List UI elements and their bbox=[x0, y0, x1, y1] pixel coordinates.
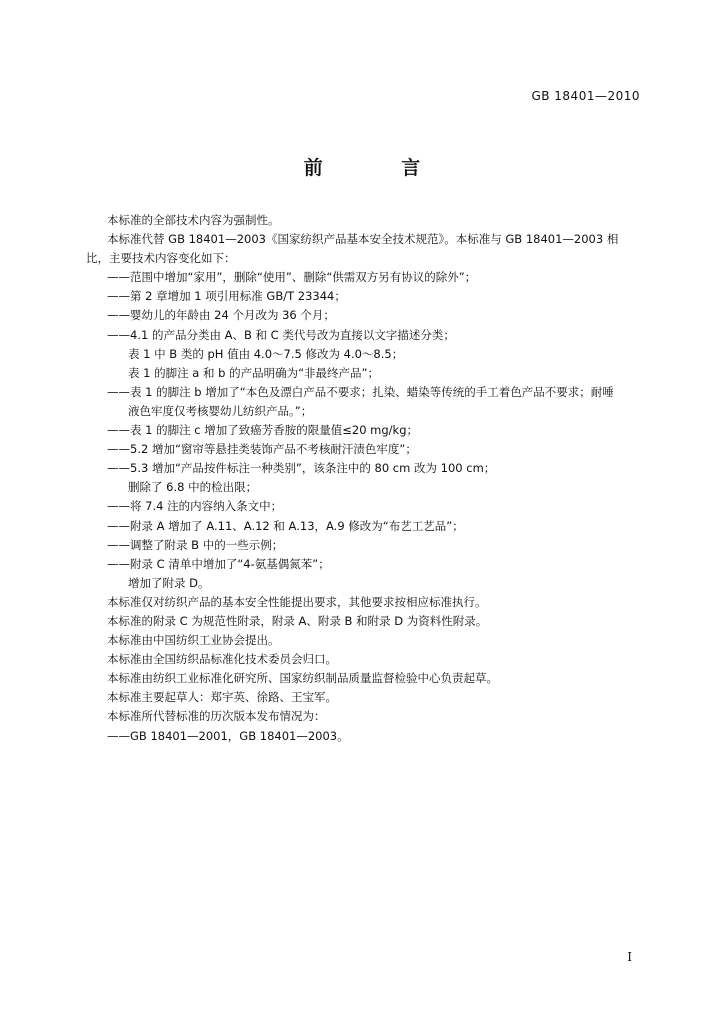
list-item-continuation: 删除了 6.8 中的检出限； bbox=[128, 480, 258, 495]
paragraph-line: 本标准由全国纺织品标准化技术委员会归口。 bbox=[107, 652, 337, 667]
list-item: ——第 2 章增加 1 项引用标准 GB/T 23344； bbox=[107, 289, 346, 304]
page-title: 前 言 bbox=[303, 157, 457, 179]
list-item-continuation: 增加了附录 D。 bbox=[128, 575, 210, 590]
paragraph-line: 本标准由中国纺织工业协会提出。 bbox=[107, 633, 280, 648]
standard-number: GB 18401—2010 bbox=[531, 89, 640, 103]
list-item: ——5.3 增加“产品按件标注一种类别”，该条注中的 80 cm 改为 100 cm； bbox=[107, 461, 496, 476]
paragraph-line: 本标准主要起草人：郑宇英、徐路、王宝军。 bbox=[107, 690, 337, 705]
list-item: ——附录 C 清单中增加了“4-氨基偶氮苯”； bbox=[107, 556, 330, 571]
list-item-continuation: 表 1 的脚注 a 和 b 的产品明确为“非最终产品”； bbox=[128, 365, 380, 380]
list-item: ——4.1 的产品分类由 A、B 和 C 类代号改为直接以文字描述分类； bbox=[107, 327, 455, 342]
paragraph-line: 本标准代替 GB 18401—2003《国家纺织产品基本安全技术规范》。本标准与 GB 18401—2003 相 bbox=[107, 232, 619, 247]
list-item: ——调整了附录 B 中的一些示例； bbox=[107, 537, 284, 552]
paragraph-line: 本标准仅对纺织产品的基本安全性能提出要求，其他要求按相应标准执行。 bbox=[107, 594, 487, 609]
list-item-continuation: 表 1 中 B 类的 pH 值由 4.0～7.5 修改为 4.0～8.5； bbox=[128, 346, 404, 361]
list-item: ——附录 A 增加了 A.11、A.12 和 A.13，A.9 修改为“布艺工艺品”； bbox=[107, 518, 464, 533]
list-item: ——婴幼儿的年龄由 24 个月改为 36 个月； bbox=[107, 308, 335, 323]
list-item-continuation: 液色牢度仅考核婴幼儿纺织产品。”； bbox=[128, 403, 313, 418]
paragraph-line: 本标准的全部技术内容为强制性。 bbox=[107, 213, 280, 227]
list-item: ——表 1 的脚注 c 增加了致癌芳香胺的限量值≤20 mg/kg； bbox=[107, 423, 419, 438]
paragraph-line: 本标准的附录 C 为规范性附录，附录 A、附录 B 和附录 D 为资料性附录。 bbox=[107, 613, 488, 628]
paragraph-line: 本标准所代替标准的历次版本发布情况为： bbox=[107, 709, 326, 724]
list-item: ——5.2 增加“窗帘等悬挂类装饰产品不考核耐汗渍色牢度”； bbox=[107, 442, 417, 457]
list-item: ——将 7.4 注的内容纳入条文中； bbox=[107, 499, 283, 514]
paragraph-line: 本标准由纺织工业标准化研究所、国家纺织制品质量监督检验中心负责起草。 bbox=[107, 671, 498, 686]
page-number: I bbox=[627, 950, 632, 964]
list-item: ——范围中增加“家用”，删除“使用”、删除“供需双方另有协议的除外”； bbox=[107, 270, 477, 285]
paragraph-line: 比，主要技术内容变化如下： bbox=[86, 251, 236, 266]
list-item: ——GB 18401—2001，GB 18401—2003。 bbox=[107, 728, 349, 743]
list-item: ——表 1 的脚注 b 增加了“本色及漂白产品不要求；扎染、蜡染等传统的手工着色产品不要求；耐唾 bbox=[107, 384, 614, 399]
preface-body bbox=[86, 211, 642, 746]
